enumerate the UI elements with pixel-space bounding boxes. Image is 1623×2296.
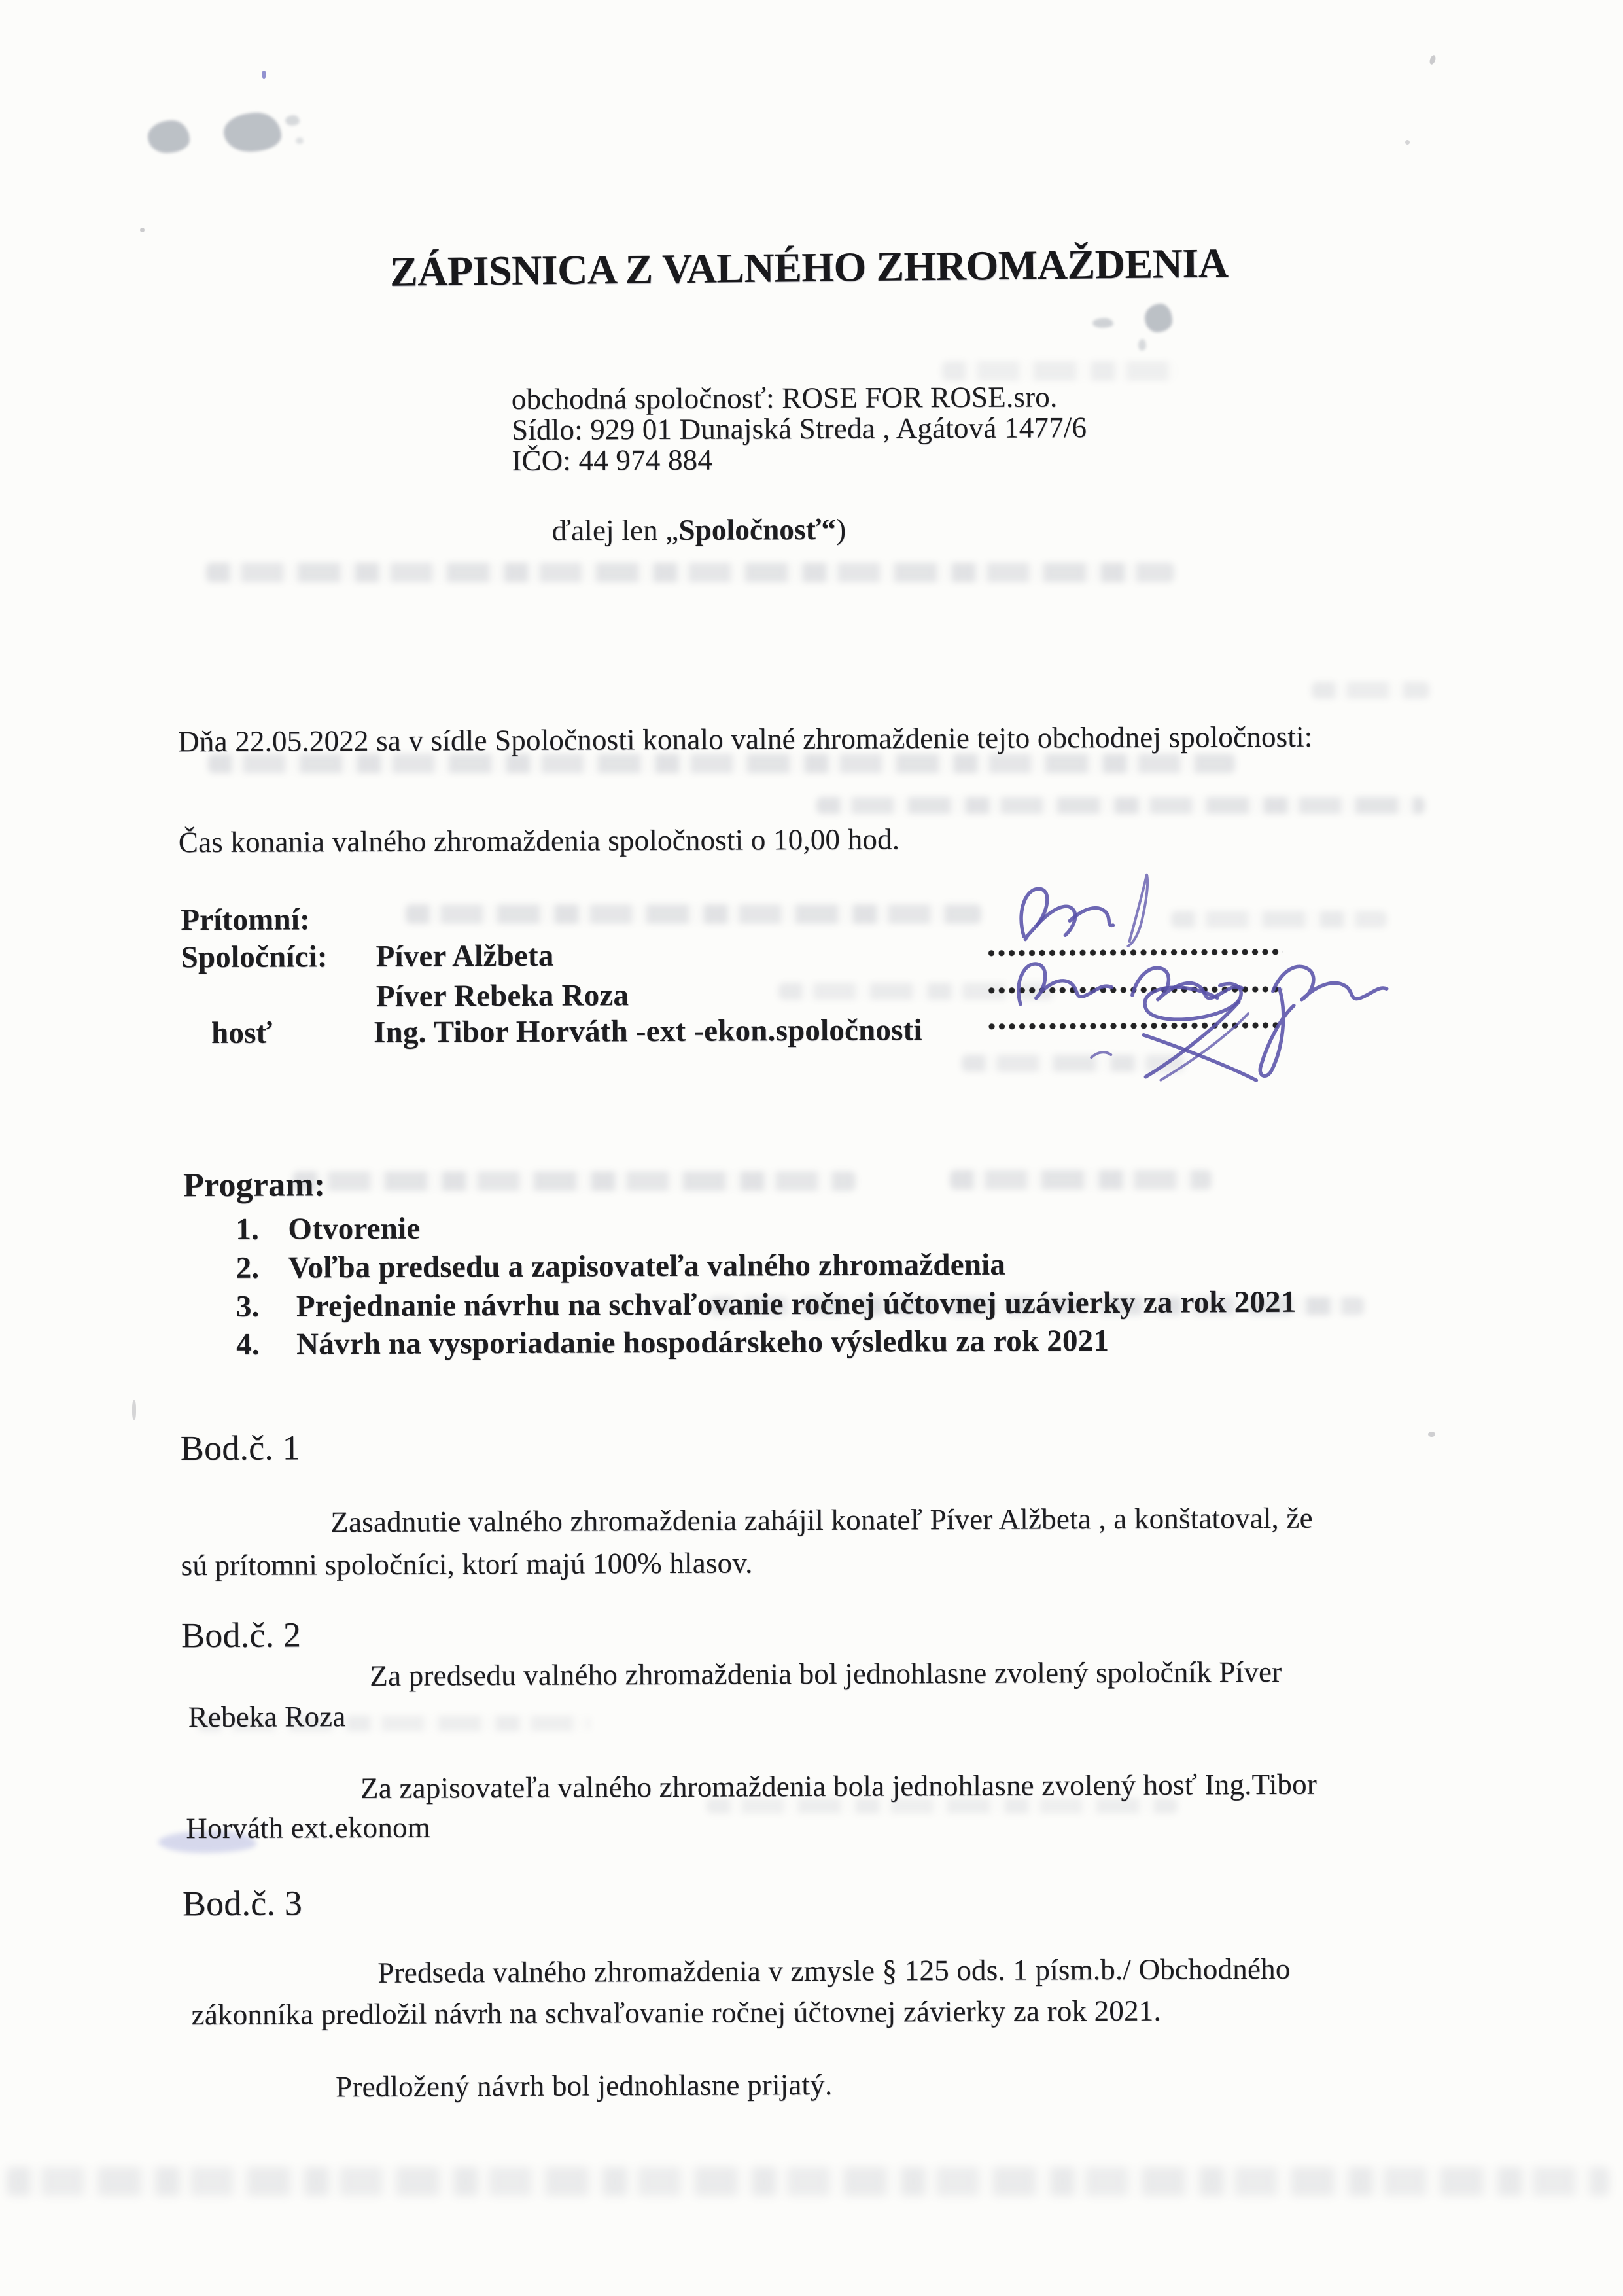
program-item-text: Voľba predsedu a zapisovateľa valného zhromaždenia: [288, 1247, 1006, 1285]
signature-guest-flourish: [1083, 977, 1326, 1096]
company-name-line: obchodná spoločnosť: ROSE FOR ROSE.sro.: [511, 380, 1058, 415]
partner-name-2: Píver Rebeka Roza: [375, 978, 629, 1014]
section-heading-bod-3: Bod.č. 3: [182, 1883, 303, 1924]
page-title: ZÁPISNICA Z VALNÉHO ZHROMAŽDENIA: [389, 239, 1229, 295]
meeting-date-line: Dňa 22.05.2022 sa v sídle Spoločnosti konalo valné zhromaždenie tejto obchodnej spoločnosti:: [178, 720, 1313, 758]
bod3-paragraph2-line-1: Predložený návrh bol jednohlasne prijatý.: [335, 2068, 833, 2104]
guest-label: hosť: [211, 1016, 273, 1051]
bod2-paragraph1-line-2: Rebeka Roza: [188, 1700, 346, 1734]
program-item-3: [236, 1284, 1297, 1324]
program-item-text: Návrh na vysporiadanie hospodárskeho výsledku za rok 2021: [288, 1324, 1109, 1362]
bod3-paragraph1-line-1: Predseda valného zhromaždenia v zmysle § 125 ods. 1 písm.b./ Obchodného: [377, 1952, 1291, 1989]
program-item-text: Prejednanie návrhu na schvaľovanie ročnej účtovnej uzávierky za rok 2021: [288, 1284, 1297, 1324]
guest-name: Ing. Tibor Horváth -ext -ekon.spoločnosti: [373, 1013, 922, 1050]
bod3-paragraph1-line-2: zákonníka predložil návrh na schvaľovanie ročnej účtovnej závierky za rok 2021.: [191, 1994, 1161, 2032]
alias-company-short-name: Spoločnosť“: [678, 512, 837, 546]
bod1-paragraph-line-1: Zasadnutie valného zhromaždenia zahájil konateľ Píver Alžbeta , a konštatoval, že: [330, 1501, 1313, 1539]
program-item-2: [236, 1247, 1006, 1286]
program-item-1: [236, 1211, 420, 1247]
alias-prefix: ďalej len „: [551, 513, 679, 547]
program-item-4: [236, 1323, 1109, 1362]
section-heading-bod-1: Bod.č. 1: [180, 1428, 301, 1468]
alias-suffix: ): [836, 512, 846, 546]
partners-label: Spoločníci:: [181, 940, 328, 975]
bod2-paragraph2-line-2: Horváth ext.ekonom: [186, 1810, 430, 1845]
meeting-time-line: Čas konania valného zhromaždenia spoločnosti o 10,00 hod.: [178, 822, 900, 859]
company-address-line: Sídlo: 929 01 Dunajská Streda , Agátová 1477/6: [511, 411, 1087, 446]
program-item-number: 4.: [236, 1327, 260, 1362]
program-item-text: Otvorenie: [288, 1211, 421, 1246]
program-item-number: 2.: [236, 1250, 260, 1285]
alias-line: [552, 512, 846, 548]
company-ico-line: IČO: 44 974 884: [512, 443, 713, 477]
attendees-heading: Prítomní:: [181, 902, 311, 938]
partner-name-1: Píver Alžbeta: [375, 938, 554, 974]
program-item-number: 3.: [236, 1289, 260, 1324]
program-item-number: 1.: [236, 1212, 260, 1246]
bod2-paragraph2-line-1: Za zapisovateľa valného zhromaždenia bola jednohlasne zvolený hosť Ing.Tibor: [360, 1767, 1318, 1805]
section-heading-bod-2: Bod.č. 2: [181, 1615, 302, 1655]
program-heading: Program:: [183, 1166, 326, 1205]
bod1-paragraph-line-2: sú prítomni spoločníci, ktorí majú 100% hlasov.: [181, 1546, 753, 1582]
bod2-paragraph1-line-1: Za predsedu valného zhromaždenia bol jednohlasne zvolený spoločník Píver: [370, 1655, 1282, 1692]
